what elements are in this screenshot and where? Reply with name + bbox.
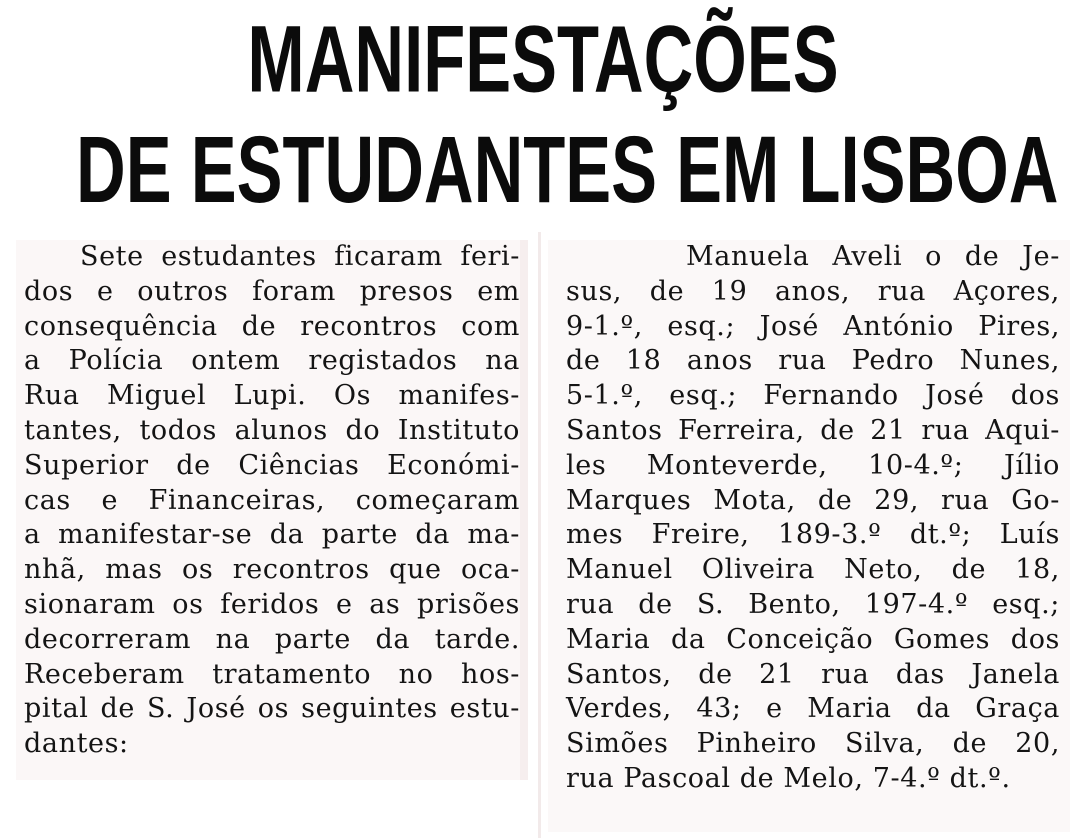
text-line: cas e Financeiras, começaram (24, 484, 520, 516)
text-line: 5-1.º, esq.; Fernando José dos (566, 380, 1060, 412)
text-line: Sete estudantes ficaram feri- (80, 241, 520, 272)
text-line: pital de S. José os seguintes estu- (24, 693, 520, 725)
text-line: a Polícia ontem registados na (24, 345, 520, 377)
text-line: Manuel Oliveira Neto, de 18, (566, 554, 1060, 586)
headline (76, 4, 1059, 226)
headline-line-2: DE ESTUDANTES EM LISBOA (76, 117, 1059, 223)
headline-line-1: MANIFESTAÇÕES (247, 6, 839, 112)
text-line: Verdes, 43; e Maria da Graça (566, 693, 1060, 725)
text-line: Simões Pinheiro Silva, de 20, (566, 728, 1060, 760)
text-line: dantes: (24, 728, 129, 760)
text-line: Manuela Aveli o de Je- (686, 241, 1060, 272)
text-line: de 18 anos rua Pedro Nunes, (566, 345, 1060, 377)
text-line: 9-1.º, esq.; José António Pires, (566, 310, 1060, 342)
article-right-column (548, 240, 1070, 832)
text-line: rua de S. Bento, 197-4.º esq.; (566, 588, 1060, 620)
text-line: mes Freire, 189-3.º dt.º; Luís (566, 519, 1060, 551)
text-line: dos e outros foram presos em (24, 275, 520, 307)
text-line: rua Pascoal de Melo, 7-4.º dt.º. (566, 762, 1011, 794)
text-line: a manifestar-se da parte da ma- (24, 519, 520, 551)
column-divider (538, 232, 541, 838)
text-line: Marques Mota, de 29, rua Go- (566, 484, 1060, 516)
text-line: nhã, mas os recontros que oca- (24, 554, 520, 586)
text-line: Receberam tratamento no hos- (24, 658, 520, 690)
text-line: sionaram os feridos e as prisões (24, 588, 520, 620)
text-line: Maria da Conceição Gomes dos (566, 623, 1060, 655)
text-line: Rua Miguel Lupi. Os manifes- (24, 380, 520, 412)
text-line: Superior de Ciências Económi- (24, 449, 520, 481)
text-line: Santos, de 21 rua das Janela (566, 658, 1060, 690)
text-line: sus, de 19 anos, rua Açores, (566, 275, 1060, 307)
text-line: les Monteverde, 10-4.º; Jílio (566, 449, 1060, 481)
text-line: decorreram na parte da tarde. (24, 623, 520, 655)
article-left-column (16, 240, 528, 780)
text-line: consequência de recontros com (24, 310, 520, 342)
text-line: tantes, todos alunos do Instituto (24, 414, 520, 446)
text-line: Santos Ferreira, de 21 rua Aqui- (566, 414, 1060, 446)
